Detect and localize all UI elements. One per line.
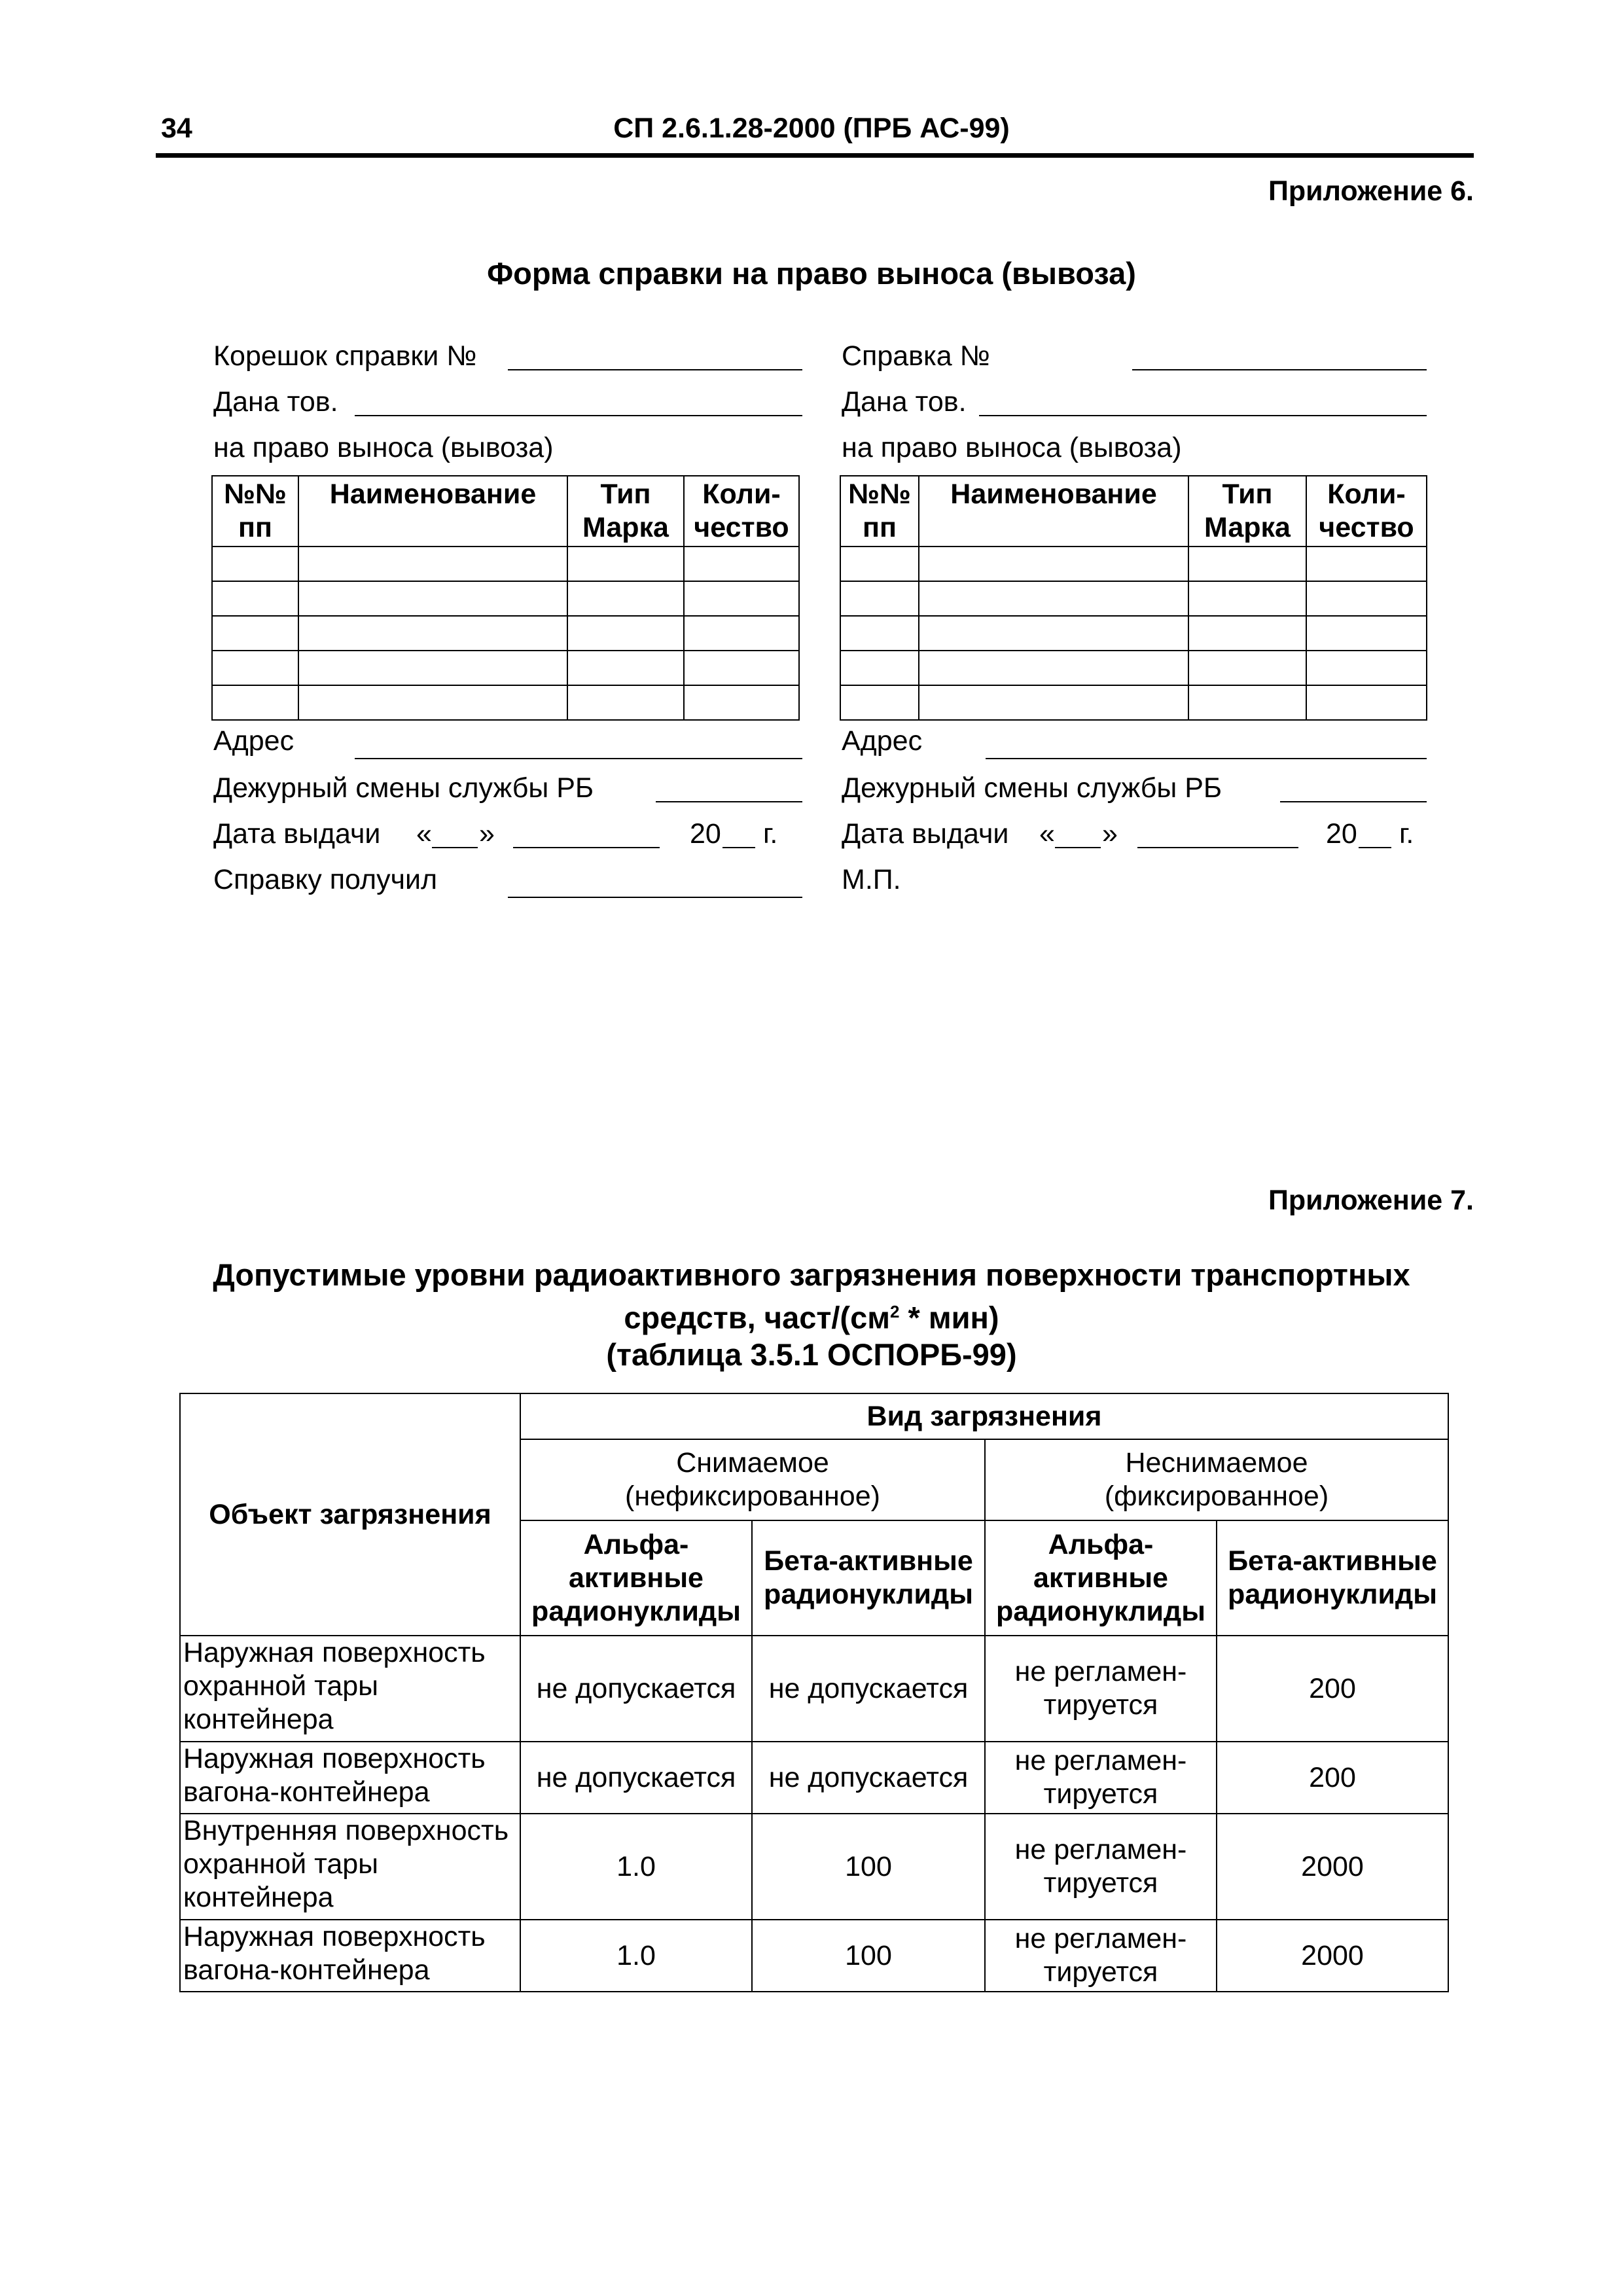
fixed-alpha-cell: не регламен- тируется — [985, 1636, 1217, 1742]
stub-date-label: Дата выдачи — [213, 818, 381, 850]
table-row — [180, 1920, 1448, 1992]
removable-beta-cell: 100 — [752, 1920, 985, 1992]
stub-items-table — [211, 475, 800, 721]
stub-address-label: Адрес — [213, 725, 294, 757]
removable-beta-cell: не допускается — [752, 1742, 985, 1814]
stub-received-field[interactable] — [508, 868, 802, 898]
stub-duty-label: Дежурный смены службы РБ — [213, 772, 594, 804]
stub-received-label: Справку получил — [213, 864, 438, 895]
fixed-beta-cell: 2000 — [1217, 1814, 1448, 1920]
table-row — [212, 616, 799, 651]
cert-date-label: Дата выдачи — [842, 818, 1009, 850]
fixed-beta-cell: 200 — [1217, 1742, 1448, 1814]
table-row — [212, 685, 799, 720]
removable-header: Снимаемое (нефиксированное) — [520, 1439, 985, 1520]
fixed-beta-cell: 200 — [1217, 1636, 1448, 1742]
contamination-table-title: Допустимые уровни радиоактивного загрязнения поверхности транспортных средств, част/$(см^2 * мин)$ (таблица 3.5.1 ОСПОРБ-99) — [213, 1257, 1410, 1372]
table-row — [180, 1814, 1448, 1920]
col-number-header: №№ пп — [840, 476, 919, 547]
removable-alpha-cell: не допускается — [520, 1742, 752, 1814]
table-header-row — [840, 476, 1427, 547]
appendix-7-label: Приложение 7. — [1268, 1185, 1474, 1216]
stub-year-prefix: 20 — [690, 818, 721, 850]
stub-number-label: Корешок справки № — [213, 340, 477, 372]
cert-purpose-label: на право выноса (вывоза) — [842, 432, 1182, 463]
stub-date-close-quote: » — [479, 818, 495, 850]
table-header-row — [212, 476, 799, 547]
table-row — [840, 651, 1427, 685]
removable-alpha-cell: 1.0 — [520, 1814, 752, 1920]
object-header: Объект загрязнения — [180, 1393, 520, 1636]
fixed-alpha-cell: не регламен- тируется — [985, 1920, 1217, 1992]
cert-year-suffix: г. — [1399, 818, 1414, 850]
removable-beta-cell: не допускается — [752, 1636, 985, 1742]
cert-year-field[interactable] — [1359, 818, 1391, 848]
object-cell: Наружная поверхность вагона-контейнера — [180, 1920, 520, 1992]
fixed-alpha-header: Альфа- активные радионуклиды — [985, 1520, 1217, 1636]
table-row — [212, 581, 799, 616]
object-cell: Наружная поверхность вагона-контейнера — [180, 1742, 520, 1814]
table-row — [212, 651, 799, 685]
cert-day-field[interactable] — [1055, 818, 1101, 848]
col-name-header: Наименование — [919, 476, 1188, 547]
stub-address-field[interactable] — [355, 729, 802, 759]
removable-alpha-cell: 1.0 — [520, 1920, 752, 1992]
removable-alpha-header: Альфа- активные радионуклиды — [520, 1520, 752, 1636]
stub-issued-to-label: Дана тов. — [213, 386, 338, 418]
stub-month-field[interactable] — [513, 818, 660, 848]
col-quantity-header: Коли- чество — [1306, 476, 1427, 547]
document-title: СП 2.6.1.28-2000 (ПРБ АС-99) — [613, 113, 1010, 144]
stub-number-field[interactable] — [508, 340, 802, 370]
stub-issued-to-field[interactable] — [355, 386, 802, 416]
page-number: 34 — [161, 113, 192, 144]
form-title: Форма справки на право выноса (вывоза) — [487, 256, 1136, 291]
table-header-row — [180, 1393, 1448, 1439]
col-type-header: Тип Марка — [567, 476, 684, 547]
stub-number-line — [213, 340, 476, 380]
fixed-header: Неснимаемое (фиксированное) — [985, 1439, 1448, 1520]
table-row — [840, 581, 1427, 616]
cert-issued-to-field[interactable] — [979, 386, 1427, 416]
cert-number-label: Справка № — [842, 340, 990, 372]
object-cell: Наружная поверхность охранной тары контейнера — [180, 1636, 520, 1742]
col-quantity-header: Коли- чество — [684, 476, 799, 547]
cert-stamp-label: М.П. — [842, 864, 901, 895]
header-rule — [156, 153, 1474, 158]
cert-number-field[interactable] — [1132, 340, 1427, 370]
fixed-beta-cell: 2000 — [1217, 1920, 1448, 1992]
cert-month-field[interactable] — [1137, 818, 1298, 848]
col-type-header: Тип Марка — [1188, 476, 1306, 547]
fixed-alpha-cell: не регламен- тируется — [985, 1814, 1217, 1920]
cert-date-open-quote: « — [1039, 818, 1055, 850]
cert-items-table — [840, 475, 1427, 721]
table-row — [180, 1636, 1448, 1742]
stub-day-field[interactable] — [432, 818, 478, 848]
table-row — [212, 547, 799, 581]
cert-duty-label: Дежурный смены службы РБ — [842, 772, 1222, 804]
cert-year-prefix: 20 — [1326, 818, 1357, 850]
contamination-levels-table — [179, 1393, 1449, 1992]
removable-alpha-cell: не допускается — [520, 1636, 752, 1742]
cert-duty-field[interactable] — [1280, 772, 1427, 802]
stub-date-open-quote: « — [416, 818, 432, 850]
cert-address-field[interactable] — [986, 729, 1427, 759]
cert-issued-to-label: Дана тов. — [842, 386, 967, 418]
object-cell: Внутренняя поверхность охранной тары контейнера — [180, 1814, 520, 1920]
table-row — [840, 685, 1427, 720]
stub-year-field[interactable] — [722, 818, 755, 848]
appendix-6-label: Приложение 6. — [1268, 175, 1474, 207]
removable-beta-cell: 100 — [752, 1814, 985, 1920]
cert-address-label: Адрес — [842, 725, 923, 757]
stub-duty-field[interactable] — [656, 772, 802, 802]
table-row — [840, 547, 1427, 581]
stub-purpose-label: на право выноса (вывоза) — [213, 432, 554, 463]
col-number-header: №№ пп — [212, 476, 298, 547]
fixed-beta-header: Бета-активные радионуклиды — [1217, 1520, 1448, 1636]
fixed-alpha-cell: не регламен- тируется — [985, 1742, 1217, 1814]
cert-date-close-quote: » — [1102, 818, 1118, 850]
col-name-header: Наименование — [298, 476, 567, 547]
removable-beta-header: Бета-активные радионуклиды — [752, 1520, 985, 1636]
stub-year-suffix: г. — [763, 818, 778, 850]
contamination-kind-header: Вид загрязнения — [520, 1393, 1448, 1439]
table-row — [840, 616, 1427, 651]
table-row — [180, 1742, 1448, 1814]
